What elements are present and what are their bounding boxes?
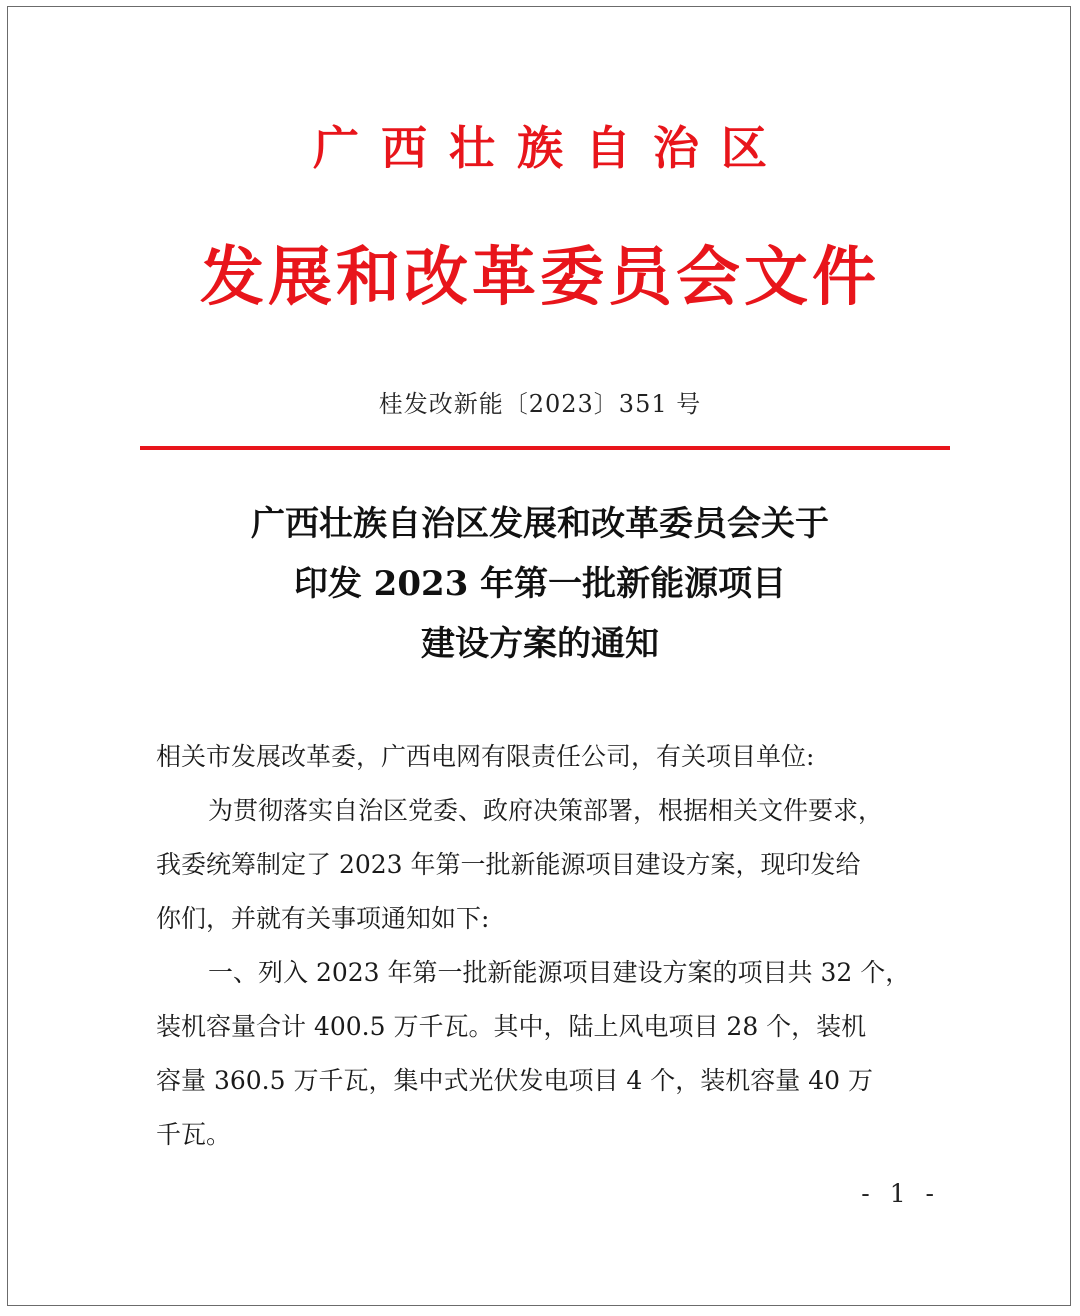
- paragraph-2-line-1: 一、列入 2023 年第一批新能源项目建设方案的项目共 32 个，: [208, 958, 911, 987]
- paragraph-1: [156, 784, 946, 946]
- document-number: 桂发改新能〔2023〕351 号: [378, 390, 702, 418]
- red-separator-line: [140, 446, 950, 450]
- paragraph-2: [156, 946, 946, 1162]
- addressee-text: 相关市发展改革委，广西电网有限责任公司，有关项目单位:: [156, 742, 815, 771]
- page-number: - 1 -: [861, 1179, 940, 1208]
- title-line-3: 建设方案的通知: [421, 624, 659, 664]
- paragraph-1-line-3: 你们，并就有关事项通知如下:: [156, 904, 490, 933]
- addressee-line: [156, 730, 946, 784]
- issuer-header-line1: 广西壮族自治区: [313, 121, 789, 175]
- paragraph-1-line-2: 我委统筹制定了 2023 年第一批新能源项目建设方案，现印发给: [156, 850, 861, 879]
- paragraph-1-line-1: 为贯彻落实自治区党委、政府决策部署，根据相关文件要求，: [208, 796, 884, 825]
- title-line-1: 广西壮族自治区发展和改革委员会关于: [251, 504, 829, 544]
- title-line-2: 印发 2023 年第一批新能源项目: [293, 564, 787, 604]
- paragraph-2-line-4: 千瓦。: [156, 1120, 232, 1149]
- document-title: [0, 494, 1080, 674]
- issuer-header-line2: 发展和改革委员会文件: [200, 240, 880, 315]
- paragraph-2-line-2: 装机容量合计 400.5 万千瓦。其中，陆上风电项目 28 个，装机: [156, 1012, 867, 1041]
- paragraph-2-line-3: 容量 360.5 万千瓦，集中式光伏发电项目 4 个，装机容量 40 万: [156, 1066, 873, 1095]
